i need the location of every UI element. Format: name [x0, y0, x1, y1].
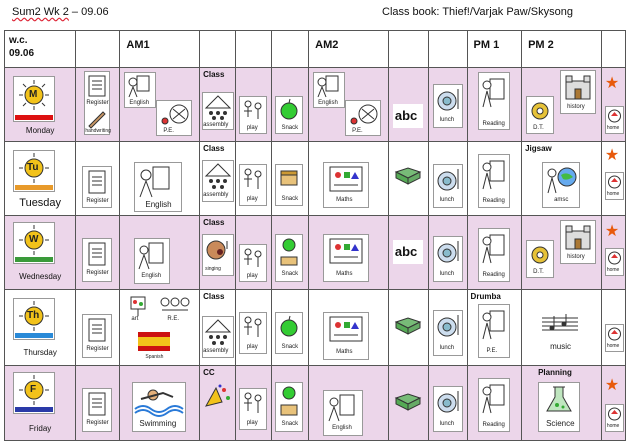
- play-icon: play: [239, 96, 267, 134]
- register-monday: [76, 68, 120, 142]
- english-icon: English: [134, 162, 182, 212]
- reading-icon: Reading: [478, 72, 510, 130]
- pm2-tuesday: Jigsaw amsc: [522, 142, 602, 216]
- register-wednesday: [76, 216, 120, 290]
- sun-icon: Tu: [13, 150, 55, 192]
- sun-icon: Th: [13, 298, 55, 340]
- am2b-thursday: [388, 290, 428, 366]
- music-icon: music: [540, 310, 580, 354]
- header-register: [76, 31, 120, 68]
- snack-tuesday: [272, 142, 309, 216]
- science-icon: Science: [538, 382, 580, 432]
- am1-wednesday: [120, 216, 200, 290]
- sun-icon: W: [13, 222, 55, 264]
- title-bar: [0, 0, 631, 26]
- lunch-tuesday: [428, 142, 467, 216]
- spanish-flag-icon: Spanish: [136, 330, 172, 362]
- class-book: Class book: Thief!/Varjak Paw/Skysong: [382, 6, 573, 18]
- home-icon: home: [605, 248, 624, 276]
- history-icon: history: [560, 70, 596, 114]
- lunch-icon: lunch: [433, 236, 463, 282]
- play-wednesday: [235, 216, 272, 290]
- pm2-friday: Planning Science: [522, 366, 602, 441]
- star-icon: ★: [604, 147, 620, 164]
- am2-friday: [309, 366, 389, 441]
- assembly-thursday: Class assembly: [200, 290, 236, 366]
- am2-wednesday: [309, 216, 389, 290]
- book-icon: [393, 314, 423, 336]
- header-am1: AM1: [120, 31, 200, 68]
- play-icon: play: [239, 164, 267, 206]
- english-icon: English: [323, 390, 363, 436]
- pm2-thursday: [522, 290, 602, 366]
- week-title: Sum2 Wk 2 – 09.06: [12, 6, 109, 18]
- register-icon: Register: [82, 238, 112, 282]
- register-thursday: [76, 290, 120, 366]
- register-icon: Register: [82, 166, 112, 208]
- header-pm2: PM 2: [522, 31, 602, 68]
- abc-icon: abc: [393, 240, 423, 264]
- re-icon: R.E.: [158, 294, 192, 322]
- snack-icon: Snack: [275, 164, 303, 206]
- reading-icon: Reading: [478, 378, 510, 432]
- pm1-wednesday: [467, 216, 522, 290]
- home-icon: home: [605, 324, 624, 352]
- row-friday: [5, 366, 626, 441]
- assembly-icon: assembly: [202, 160, 234, 202]
- lunch-icon: lunch: [433, 84, 463, 128]
- abc-icon: abc: [393, 104, 423, 128]
- header-pm1: PM 1: [467, 31, 522, 68]
- abc-monday: [388, 68, 428, 142]
- play-monday: [235, 68, 272, 142]
- register-icon: Register handwriting: [84, 71, 110, 135]
- reading-icon: Reading: [478, 228, 510, 282]
- play-tuesday: [235, 142, 272, 216]
- timetable: [4, 30, 626, 441]
- cc-friday: CC: [200, 366, 236, 441]
- am2-monday: [309, 68, 389, 142]
- play-icon: play: [239, 388, 267, 430]
- singing-icon: singing: [202, 234, 234, 276]
- row-thursday: [5, 290, 626, 366]
- star-icon: ★: [604, 377, 620, 394]
- lunch-icon: lunch: [433, 386, 463, 432]
- register-friday: [76, 366, 120, 441]
- assembly-wednesday: Class singing: [200, 216, 236, 290]
- am1-thursday: [120, 290, 200, 366]
- sun-icon: M: [13, 76, 55, 122]
- lunch-icon: lunch: [433, 164, 463, 208]
- header-wc: w.c. 09.06: [5, 31, 76, 68]
- play-icon: play: [239, 312, 267, 354]
- lunch-monday: [428, 68, 467, 142]
- register-tuesday: [76, 142, 120, 216]
- pm2-monday: [522, 68, 602, 142]
- home-friday: [601, 366, 625, 441]
- abc-wednesday: [388, 216, 428, 290]
- am1-monday: [120, 68, 200, 142]
- english-icon: English: [313, 72, 345, 108]
- pm1-monday: [467, 68, 522, 142]
- day-cell-thursday: Th Thursday: [5, 290, 76, 366]
- assembly-monday: Class assembly: [200, 68, 236, 142]
- reading-icon: Reading: [478, 154, 510, 208]
- pm1-tuesday: [467, 142, 522, 216]
- snack-icon: Snack: [275, 234, 303, 282]
- am2b-tuesday: [388, 142, 428, 216]
- history-icon: history: [560, 220, 596, 264]
- register-icon: Register: [82, 314, 112, 358]
- snack-icon: Snack: [275, 382, 303, 432]
- amsc-icon: amsc: [542, 162, 580, 208]
- assembly-icon: assembly: [202, 316, 234, 358]
- maths-icon: Maths: [323, 234, 369, 282]
- header-am2: AM2: [309, 31, 389, 68]
- swimming-icon: Swimming: [132, 382, 186, 432]
- row-wednesday: [5, 216, 626, 290]
- pe-icon: P.E.: [478, 304, 510, 358]
- snack-friday: [272, 366, 309, 441]
- maths-icon: Maths: [323, 162, 369, 208]
- am1-tuesday: [120, 142, 200, 216]
- am2-thursday: [309, 290, 389, 366]
- assembly-icon: assembly: [202, 92, 234, 130]
- home-icon: home: [605, 106, 624, 134]
- pm1-friday: [467, 366, 522, 441]
- home-wednesday: [601, 216, 625, 290]
- snack-thursday: [272, 290, 309, 366]
- star-icon: ★: [604, 223, 620, 240]
- am2-tuesday: [309, 142, 389, 216]
- english-icon: English: [134, 238, 170, 284]
- am1-friday: [120, 366, 200, 441]
- day-cell-wednesday: W Wednesday: [5, 216, 76, 290]
- snack-icon: Snack: [275, 312, 303, 354]
- star-icon: ★: [604, 75, 620, 92]
- lunch-thursday: [428, 290, 467, 366]
- am2b-friday: [388, 366, 428, 441]
- lunch-friday: [428, 366, 467, 441]
- assembly-tuesday: Class assembly: [200, 142, 236, 216]
- pm2-wednesday: [522, 216, 602, 290]
- play-icon: play: [239, 244, 267, 282]
- lunch-wednesday: [428, 216, 467, 290]
- snack-wednesday: [272, 216, 309, 290]
- english-icon: English: [124, 72, 156, 108]
- pe-icon: P.E.: [156, 100, 192, 136]
- row-tuesday: [5, 142, 626, 216]
- sun-icon: F: [13, 372, 55, 414]
- book-icon: [393, 390, 423, 412]
- day-cell-tuesday: Tu Tuesday: [5, 142, 76, 216]
- row-monday: [5, 68, 626, 142]
- art-icon: art: [126, 294, 150, 322]
- dt-icon: D.T.: [526, 240, 554, 278]
- home-monday: [601, 68, 625, 142]
- pm1-thursday: Drumba P.E.: [467, 290, 522, 366]
- register-icon: Register: [82, 388, 112, 432]
- book-icon: [393, 164, 423, 186]
- day-cell-friday: F Friday: [5, 366, 76, 441]
- home-icon: home: [605, 404, 624, 432]
- home-tuesday: [601, 142, 625, 216]
- lunch-icon: lunch: [433, 310, 463, 356]
- home-icon: home: [605, 172, 624, 200]
- celebration-icon: [202, 384, 232, 410]
- maths-icon: Maths: [323, 312, 369, 360]
- snack-monday: [272, 68, 309, 142]
- play-friday: [235, 366, 272, 441]
- dt-icon: D.T.: [526, 96, 554, 134]
- home-thursday: [601, 290, 625, 366]
- snack-icon: Snack: [275, 96, 303, 134]
- play-thursday: [235, 290, 272, 366]
- day-cell-monday: M Monday: [5, 68, 76, 142]
- pe-icon: P.E.: [345, 100, 381, 136]
